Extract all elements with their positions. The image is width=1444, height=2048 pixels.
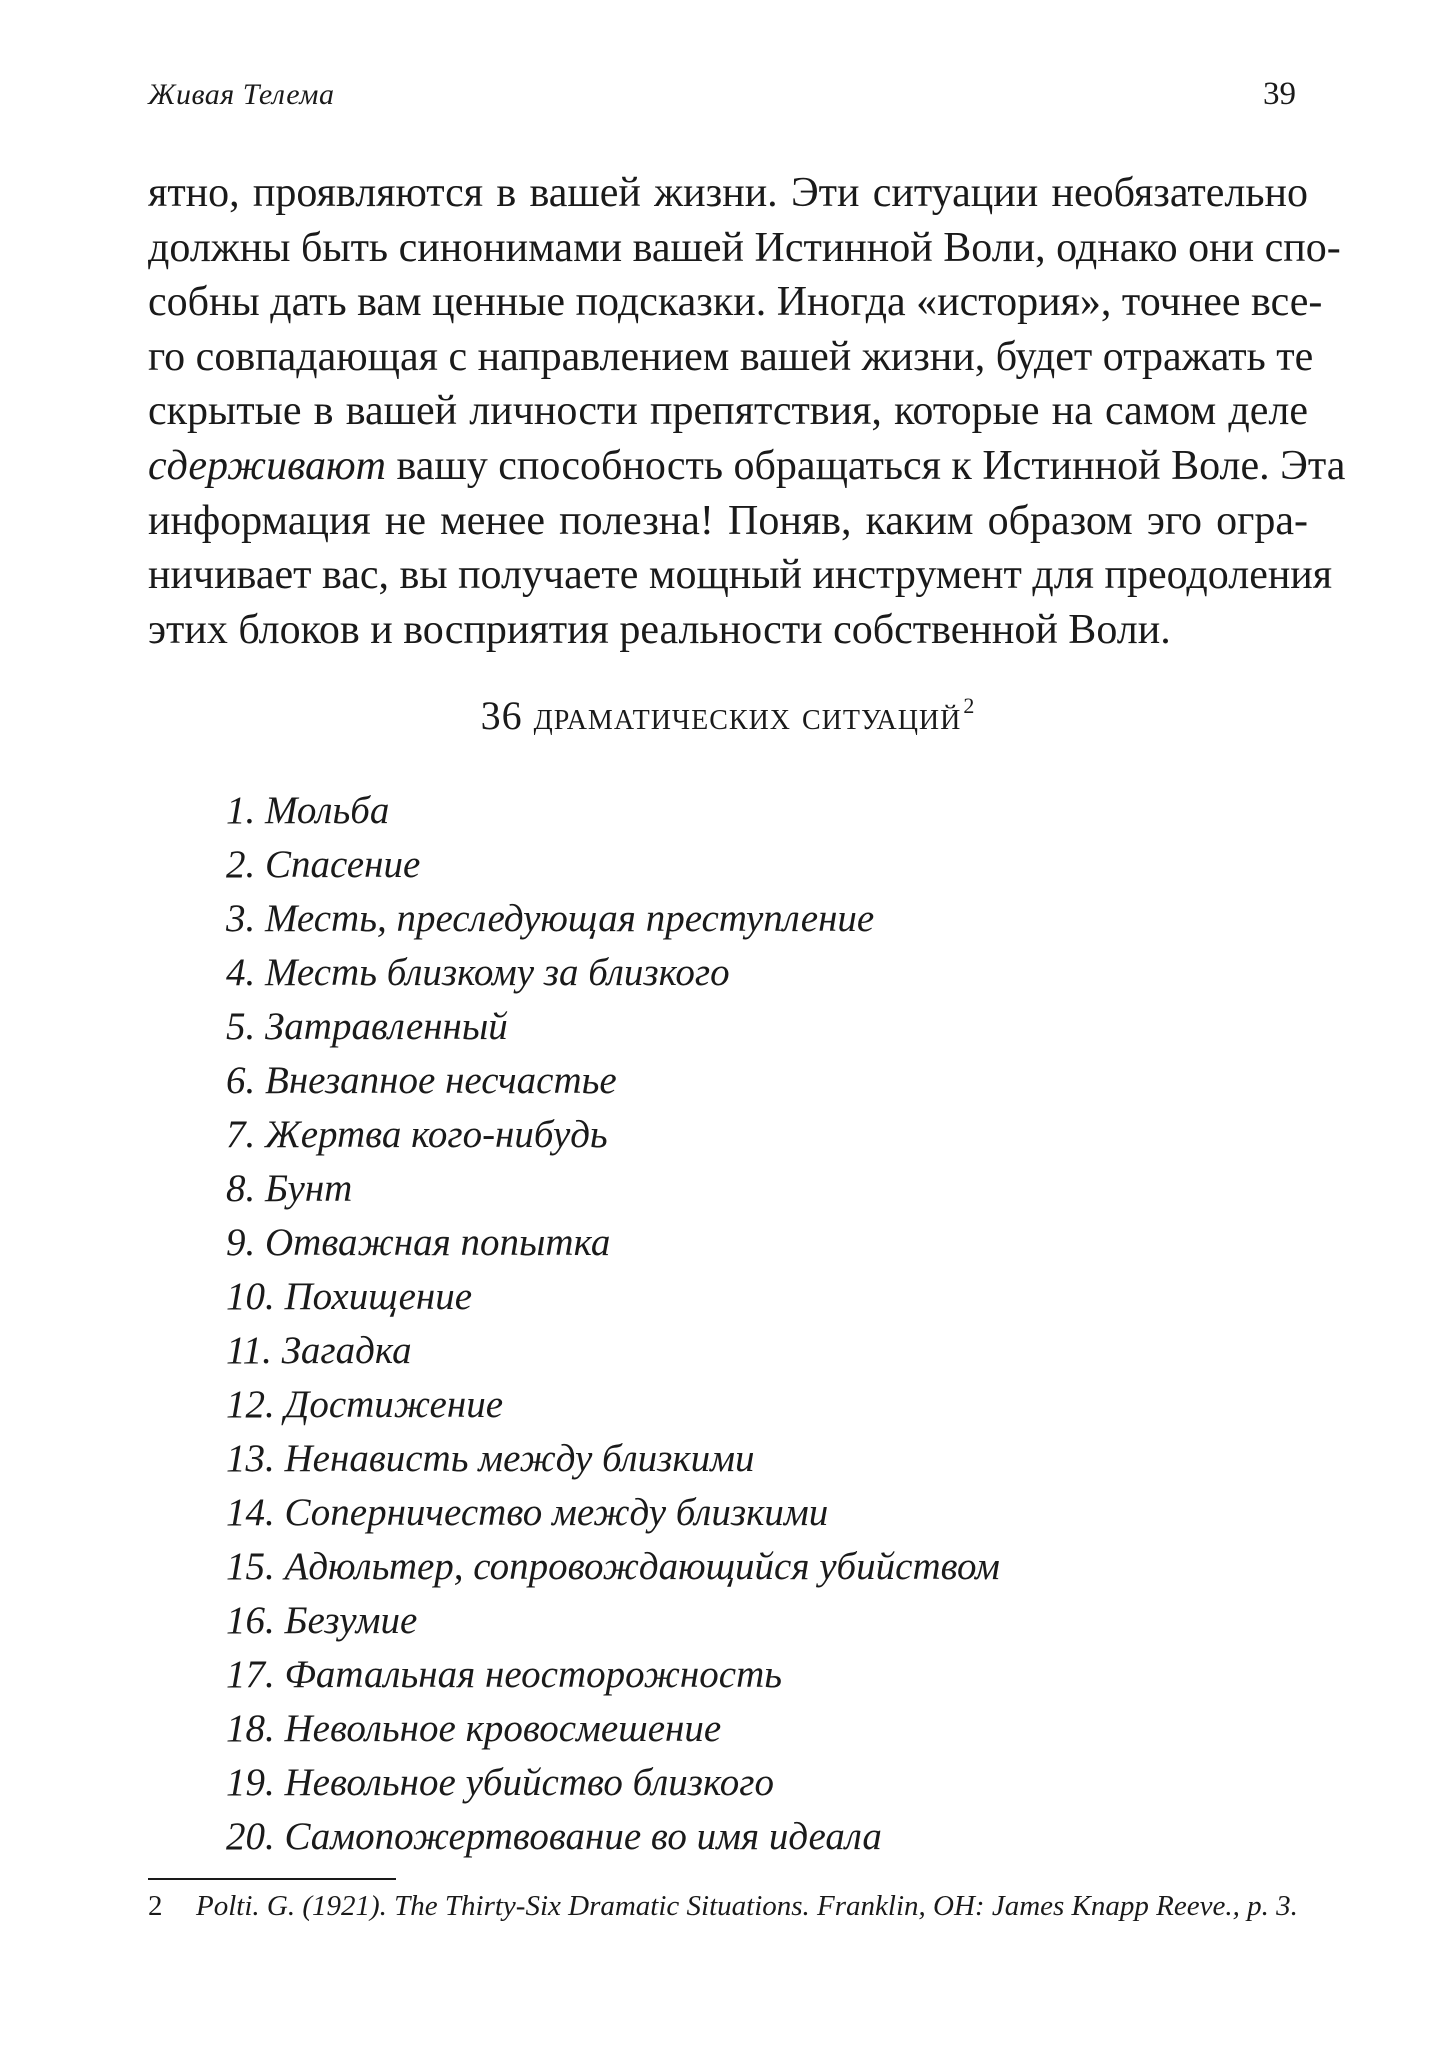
list-item: 16. Безумие: [226, 1599, 418, 1642]
list-item: 13. Ненависть между близкими: [226, 1437, 755, 1480]
list-item: 7. Жертва кого-нибудь: [226, 1113, 608, 1156]
body-paragraph: [148, 166, 1346, 657]
list-item: 8. Бунт: [226, 1167, 353, 1210]
list-item: 4. Месть близкому за близкого: [226, 951, 730, 994]
page-number: 39: [1263, 76, 1296, 112]
paragraph-line: ятно, проявляются в вашей жизни. Эти ситуации необязательно: [148, 170, 1308, 216]
footnote-text: Polti. G. (1921). The Thirty-Six Dramatic Situations. Franklin, OH: James Knapp Reeve., p. 3.: [196, 1890, 1298, 1922]
list-item: 10. Похищение: [226, 1275, 473, 1318]
paragraph-line: ничивает вас, вы получаете мощный инструмент для преодоления: [148, 552, 1333, 599]
list-item: 17. Фатальная неосторожность: [226, 1653, 782, 1696]
list-item: 2. Спасение: [226, 843, 421, 886]
footnote-divider: [148, 1878, 396, 1880]
paragraph-line: скрытые в вашей личности препятствия, которые на самом деле: [148, 388, 1308, 435]
paragraph-line: информация не менее полезна! Поняв, каким образом эго огра-: [148, 497, 1308, 544]
list-item: 19. Невольное убийство близкого: [226, 1761, 774, 1804]
section-heading: [148, 692, 1308, 739]
list-item: 3. Месть, преследующая преступление: [226, 897, 875, 940]
paragraph-line: собны дать вам ценные подсказки. Иногда «история», точнее все-: [148, 279, 1323, 326]
situations-list: [226, 784, 1000, 1864]
list-item: 11. Загадка: [226, 1329, 412, 1372]
list-item: 1. Мольба: [226, 789, 390, 832]
running-head: Живая Телема: [148, 78, 335, 111]
list-item: 5. Затравленный: [226, 1005, 508, 1048]
list-item: 12. Достижение: [226, 1383, 504, 1426]
section-heading-text: 36 драматических ситуаций: [480, 693, 962, 738]
list-item: 20. Самопожертвование во имя идеала: [226, 1815, 882, 1858]
list-item: 9. Отважная попытка: [226, 1221, 611, 1264]
paragraph-line-rest: вашу способность обращаться к Истинной Воле. Эта: [385, 442, 1346, 489]
paragraph-line: го совпадающая с направлением вашей жизни, будет отражать те: [148, 333, 1314, 380]
list-item: 18. Невольное кровосмешение: [226, 1707, 722, 1750]
list-item: 6. Внезапное несчастье: [226, 1059, 617, 1102]
paragraph-line: должны быть синонимами вашей Истинной Воли, однако они спо-: [148, 224, 1341, 271]
paragraph-line: [148, 439, 1346, 494]
footnote: [148, 1890, 1298, 1923]
list-item: 14. Соперничество между близкими: [226, 1491, 829, 1534]
paragraph-line: этих блоков и восприятия реальности собственной Воли.: [148, 606, 1171, 653]
emphasis-word: сдерживают: [148, 442, 386, 489]
list-item: 15. Адюльтер, сопровождающийся убийством: [226, 1545, 1000, 1588]
footnote-number: 2: [148, 1890, 163, 1922]
footnote-reference: 2: [963, 693, 976, 718]
